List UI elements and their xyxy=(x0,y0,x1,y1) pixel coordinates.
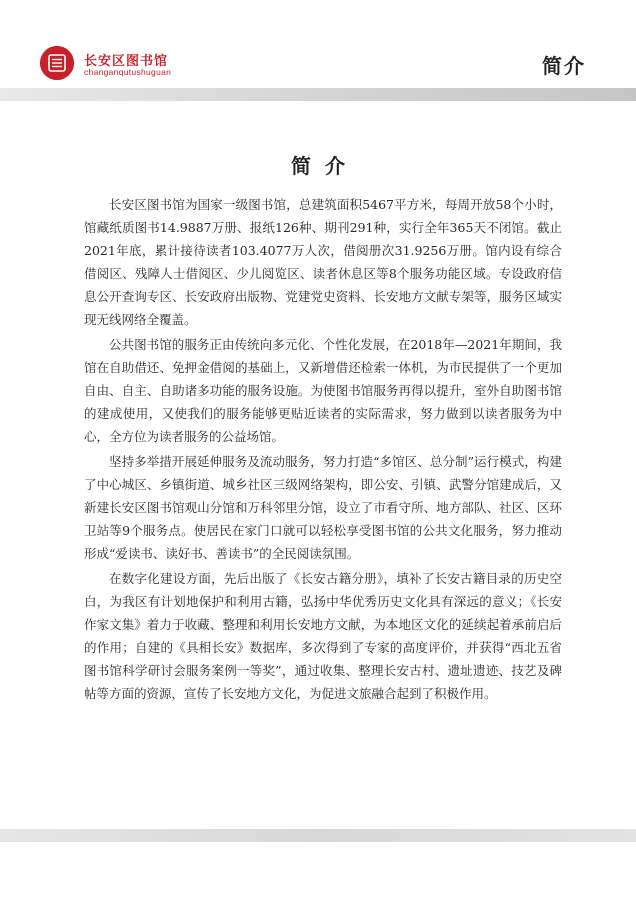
paragraph-1: 长安区图书馆为国家一级图书馆，总建筑面积5467平方米，每周开放58个小时，馆藏纸质图书14.9887万册、报纸126种、期刊291种，实行全年365天不闭馆。截止2021年底，累计接待读者103.4077万人次，借阅册次31.9256万册。馆内设有综合借阅区、残障人士借阅区、少儿阅览区、读者休息区等8个服务功能区域。专设政府信息公开查询专区、长安政府出版物、党建党史资料、长安地方文献专架等，服务区域实现无线网络全覆盖。 xyxy=(84,197,562,327)
brand-name: 长安区图书馆 xyxy=(84,54,169,69)
brand-pinyin: changanqutushuguan xyxy=(84,67,172,77)
paragraph-4: 在数字化建设方面，先后出版了《长安古籍分册》，填补了长安古籍目录的历史空白，为我区有计划地保护和利用古籍，弘扬中华优秀历史文化具有深远的意义；《长安作家文集》着力于收藏、整理和利用长安地方文献，为本地区文化的延续起着承前启后的作用；自建的《具相长安》数据库，多次得到了专家的高度评价，并获得“西北五省图书馆科学研讨会服务案例一等奖”，通过收集、整理长安古村、遗址遗迹、技艺及碑帖等方面的资源，宣传了长安地方文化，为促进文旅融合起到了积极作用。 xyxy=(84,571,562,701)
library-logo-icon xyxy=(40,46,74,80)
intro-body xyxy=(84,193,562,707)
paragraph-3: 坚持多举措开展延伸服务及流动服务，努力打造“多馆区、总分制”运行模式，构建了中心城区、乡镇街道、城乡社区三级网络架构，即公安、引镇、武警分馆建成后，又新建长安区图书馆观山分馆和万科邻里分馆，设立了市看守所、地方部队、社区、区环卫站等9个服务点。使居民在家门口就可以轻松享受图书馆的公共文化服务，努力推动形成“爱读书、读好书、善读书”的全民阅读氛围。 xyxy=(84,454,562,561)
page-header xyxy=(0,0,636,100)
header-title: 简介 xyxy=(542,54,586,78)
paragraph-2: 公共图书馆的服务正由传统向多元化、个性化发展，在2018年—2021年期间，我馆在自助借还、免押金借阅的基础上，又新增借还检索一体机，为市民提供了一个更加自由、自主、自助诸多功能的服务设施。为使图书馆服务再得以提升，室外自助图书馆的建成使用，又使我们的服务能够更贴近读者的实际需求，努力做到以读者服务为中心，全方位为读者服务的公益场馆。 xyxy=(84,337,562,444)
page-title: 简介 xyxy=(291,154,359,178)
header-divider-band xyxy=(0,88,636,101)
footer-divider-band xyxy=(0,829,636,842)
